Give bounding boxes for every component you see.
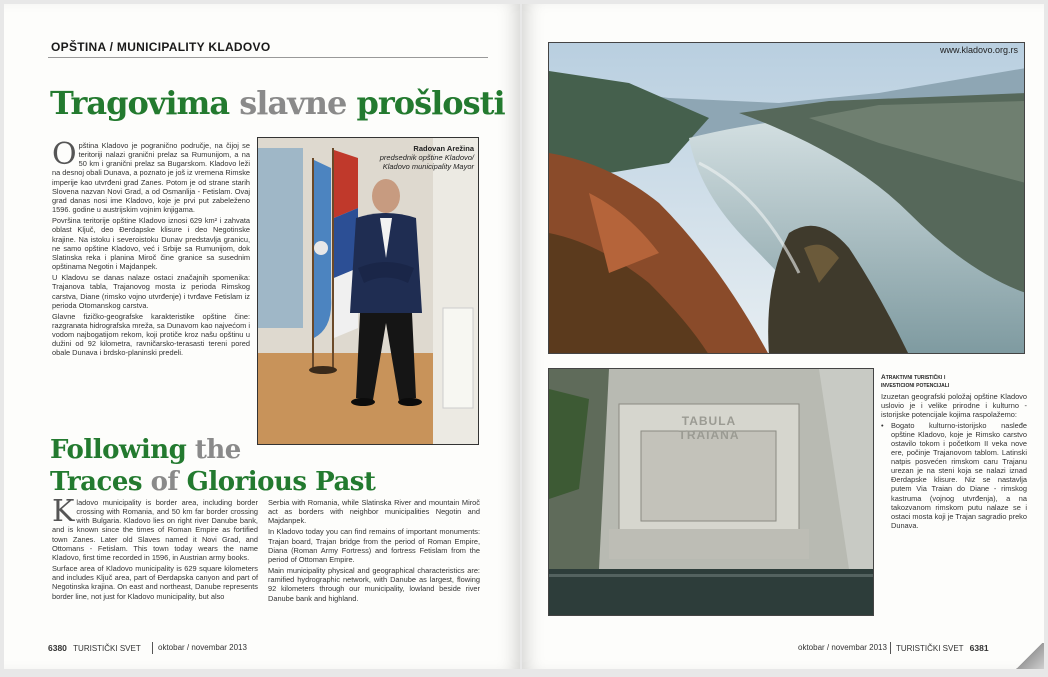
title-en-word3: Traces — [50, 467, 151, 497]
sr-paragraph-4: Glavne fizičko-geografske karakteristike opštine čine: razgranata hidrografska mreža, sa Dunavom kao najvećom i vodom najbogatijom rekom, koji protiče kroz našu opštinu u dužini od 92 kilometra, ravničarsko-terasasti tereni pored obale Dunava i brdsko-planinski predeli. — [52, 311, 250, 358]
dropcap-sr: O — [52, 137, 77, 172]
sidebar-text — [881, 392, 1027, 530]
title-en-word1: Following — [50, 435, 195, 465]
danube-gorge-illustration — [549, 43, 1025, 354]
tablet-inscription: TABULA TRAIANA — [678, 414, 740, 442]
left-magazine-name: TURISTIČKI SVET — [73, 644, 141, 653]
title-en-word2: the — [194, 435, 241, 465]
title-en-word5: Glorious Past — [186, 467, 376, 497]
right-magazine-name: TURISTIČKI SVET — [896, 644, 964, 653]
sidebar-heading-line2: investicioni potencijali — [881, 382, 950, 389]
header-divider — [48, 57, 488, 58]
sidebar-bullet-item: • Bogato kulturno-istorijsko nasleđe opštine Kladovo, koje je Rimsko carstvo ostavilo tokom i početkom II veka nove ere, počinje Trajanovom tablom. Latinski natpis posvećen rimskom caru Trajanu urezan je na steni koja se nalazi iznad Đerdapske klisure. Niz se nastavlja putem Via Traian do Diane - rimskog kastruma (vojnog utvrđenja), a na takozvanom rimskom putu nalaze se i ostaci mosta koji je Trajan sagradio preko Dunava. — [881, 421, 1027, 530]
right-page — [522, 4, 1044, 669]
title-sr-word2: slavne — [239, 84, 357, 122]
sr-paragraph-1: pština Kladovo je pogranično područje, na čijoj se teritoriji nalazi granični prelaz sa Rumunijom, a na 50 km i granični prelaz sa Bugarskom. Kladovo leži na desnoj obali Dunava, a poznato je još iz vremena Rimske imperije kao utvrđeni grad Zanes. Potom je od strane starih Slovena nazvan Novi Grad, a od Osmanlija - Fetislam. Ovaj grad danas nosi ime Kladovo, koje je prvi put zabeleženo 1596. godine u austrijskim vojnim knjigama. — [52, 141, 251, 215]
en-col2-paragraph-1: Serbia with Romania, while Slatinska River and mountain Miroč act as borders with neighbor municipalities Negotin and Majdanpek. — [268, 498, 480, 526]
english-column-2 — [268, 498, 480, 605]
left-footer — [48, 643, 141, 653]
right-footer-date: oktobar / novembar 2013 — [798, 643, 887, 652]
photo-role-line1: predsednik opštine Kladovo/ — [379, 153, 474, 162]
website-url: www.kladovo.org.rs — [939, 45, 1018, 55]
tabula-traiana-illustration — [549, 369, 874, 616]
danube-gorge-photo — [548, 42, 1025, 354]
left-footer-date: oktobar / novembar 2013 — [158, 643, 247, 652]
title-en-word4: of — [150, 467, 187, 497]
sr-paragraph-3: U Kladovu se danas nalaze ostaci značajnih spomenika: Trajanova tabla, Trajanovog mosta iz perioda Rimskog carstva, Diane (rimsko vojno utvrđenje) i tvrđave Fetislam iz perioda Otomanskog carstva. — [52, 273, 250, 310]
right-page-number: 6381 — [969, 643, 989, 653]
mayor-photo-illustration — [258, 138, 479, 445]
tabula-traiana-photo — [548, 368, 874, 616]
serbian-column — [52, 137, 251, 360]
page-curl[interactable] — [1014, 643, 1044, 669]
en-col2-paragraph-2: In Kladovo today you can find remains of important monuments: Trajan board, Trajan bridge from the period of Roman Empire, Diana (Roman Army Fortress) and fortress Fetislam from the period of Ottoman Empire. — [268, 527, 480, 564]
right-footer-divider — [890, 642, 891, 654]
sr-paragraph-2: Površina teritorije opštine Kladovo iznosi 629 km² i zahvata oblast Ključ, deo Đerdapske klisure i deo Negotinske krajine. Na istoku i severoistoku Dunav predstavlja granicu, ne samo opštine Kladovo, već i Srbije sa Rumunijom, dok Slatinska reka i planina Miroč čine granice sa susednim opštinama Negotin i Majdanpek. — [52, 216, 250, 272]
en-col1-paragraph-1: ladovo municipality is border area, including border crossing with Romania, and 50 km far border crossing with Bulgaria. Kladovo lies on right river Danube bank, and is known since the times of Roman Empire as fortified town Zanes. Later old Slaves named it Novi Grad, and Ottomans - Fetislam. This town today wears the name Kladovo, first time recorded in 1596, in Austrian army books. — [52, 498, 258, 562]
left-page-number: 6380 — [48, 643, 67, 653]
english-column-1 — [52, 494, 258, 603]
english-title — [50, 434, 375, 498]
sidebar-heading — [881, 374, 949, 390]
title-sr-word3: prošlosti — [356, 84, 505, 122]
sidebar-paragraph: Izuzetan geografski položaj opštine Kladovo uslovio je i velike prirodne i kulturno - istorijske potencijale kojima raspolažemo: — [881, 392, 1027, 420]
sidebar-heading-line1: Atraktivni turistički i — [881, 374, 946, 381]
serbian-title — [50, 84, 505, 122]
left-footer-divider — [152, 642, 153, 654]
mayor-photo — [257, 137, 479, 445]
photo-role-line2: Kladovo municipality Mayor — [382, 162, 474, 171]
photo-caption — [378, 144, 474, 171]
right-footer — [896, 643, 989, 653]
section-header: OPŠTINA / MUNICIPALITY KLADOVO — [51, 40, 271, 54]
en-col1-paragraph-2: Surface area of Kladovo municipality is 629 square kilometers and includes Ključ area, part of Đerdapska canyon and part of Negotinska krajina. On east and northeast, Danube represents border line, not just for Kladovo municipality, but also — [52, 564, 258, 601]
title-sr-word1: Tragovima — [50, 84, 240, 122]
en-col2-paragraph-3: Main municipality physical and geographical characteristics are: ramified hydrographic network, with Danube as largest, flowing 92 kilometers through our municipality, lowland beside river Danube bank and highland. — [268, 566, 480, 603]
left-page — [4, 4, 520, 669]
photo-name: Radovan Arežina — [413, 144, 474, 153]
dropcap-en: K — [52, 494, 75, 529]
